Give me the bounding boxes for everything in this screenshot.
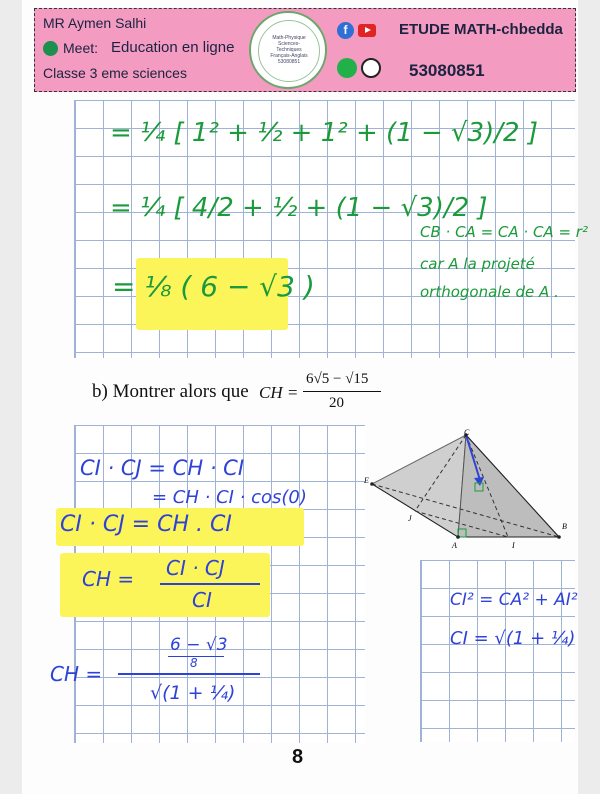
label-E: E [364, 476, 369, 485]
work-line-1: = ¼ [ 1² + ½ + 1² + (1 − √3)/2 ] [110, 118, 538, 148]
final-fraction-bar [118, 673, 260, 675]
meet-label: Meet: [63, 40, 99, 56]
ch-label: CH = [82, 567, 135, 591]
phone-icon [361, 58, 381, 78]
facebook-icon: f [337, 22, 354, 39]
youtube-icon [358, 24, 376, 37]
eq-line-3: CI · CJ = CH . CI [60, 512, 232, 537]
eq-line-1: CI · CJ = CH · CI [80, 456, 245, 480]
ch-fraction-bar [160, 583, 260, 585]
side-note-2: car A la projeté [420, 255, 535, 273]
chat-icon [43, 41, 58, 56]
school-seal-logo [249, 11, 327, 89]
label-A: A [452, 541, 457, 550]
ch-denominator: CI [192, 588, 212, 612]
phone-number: 53080851 [409, 61, 485, 80]
channel-name: ETUDE MATH-chbedda [399, 21, 563, 38]
final-denominator: √(1 + ¼) [150, 682, 236, 704]
label-I: I [512, 541, 515, 550]
ch-numerator: CI · CJ [166, 556, 225, 580]
final-ch-label: CH = [50, 662, 103, 686]
question-numerator: 6√5 − √15 [306, 371, 369, 387]
question-denominator: 20 [329, 395, 344, 411]
page-number: 8 [292, 746, 304, 768]
fraction-bar [303, 391, 381, 392]
question-lhs: CH = [259, 383, 299, 402]
label-B: B [562, 522, 567, 531]
label-J: J [408, 514, 412, 523]
eq-line-2: = CH · CI · cos(0) [152, 487, 307, 508]
meet-value: Education en ligne [111, 39, 235, 56]
seal-text: Math-Physique Sciences-Techniques Français-Anglais 53080851 [270, 35, 308, 65]
ci-squared: CI² = CA² + AI² [450, 590, 578, 610]
label-C: C [464, 428, 470, 437]
final-numerator-den: 8 [190, 656, 198, 670]
question-label: b) Montrer alors que [92, 381, 249, 402]
pyramid-figure [362, 428, 594, 568]
whatsapp-icon [337, 58, 357, 78]
side-note-1: CB · CA = CA · CA = r² [420, 223, 588, 241]
bottom-right-grid [420, 560, 575, 742]
final-numerator: 6 − √3 [170, 635, 228, 655]
class-label: Classe 3 eme sciences [43, 65, 187, 81]
teacher-name: MR Aymen Salhi [43, 15, 147, 31]
work-result: = ⅛ ( 6 − √3 ) [112, 270, 315, 303]
side-note-3: orthogonale de A . [420, 283, 559, 301]
work-line-2: = ¼ [ 4/2 + ½ + (1 − √3)/2 ] [110, 193, 488, 223]
ci-value: CI = √(1 + ¼) [450, 628, 576, 649]
header-banner [34, 8, 576, 92]
